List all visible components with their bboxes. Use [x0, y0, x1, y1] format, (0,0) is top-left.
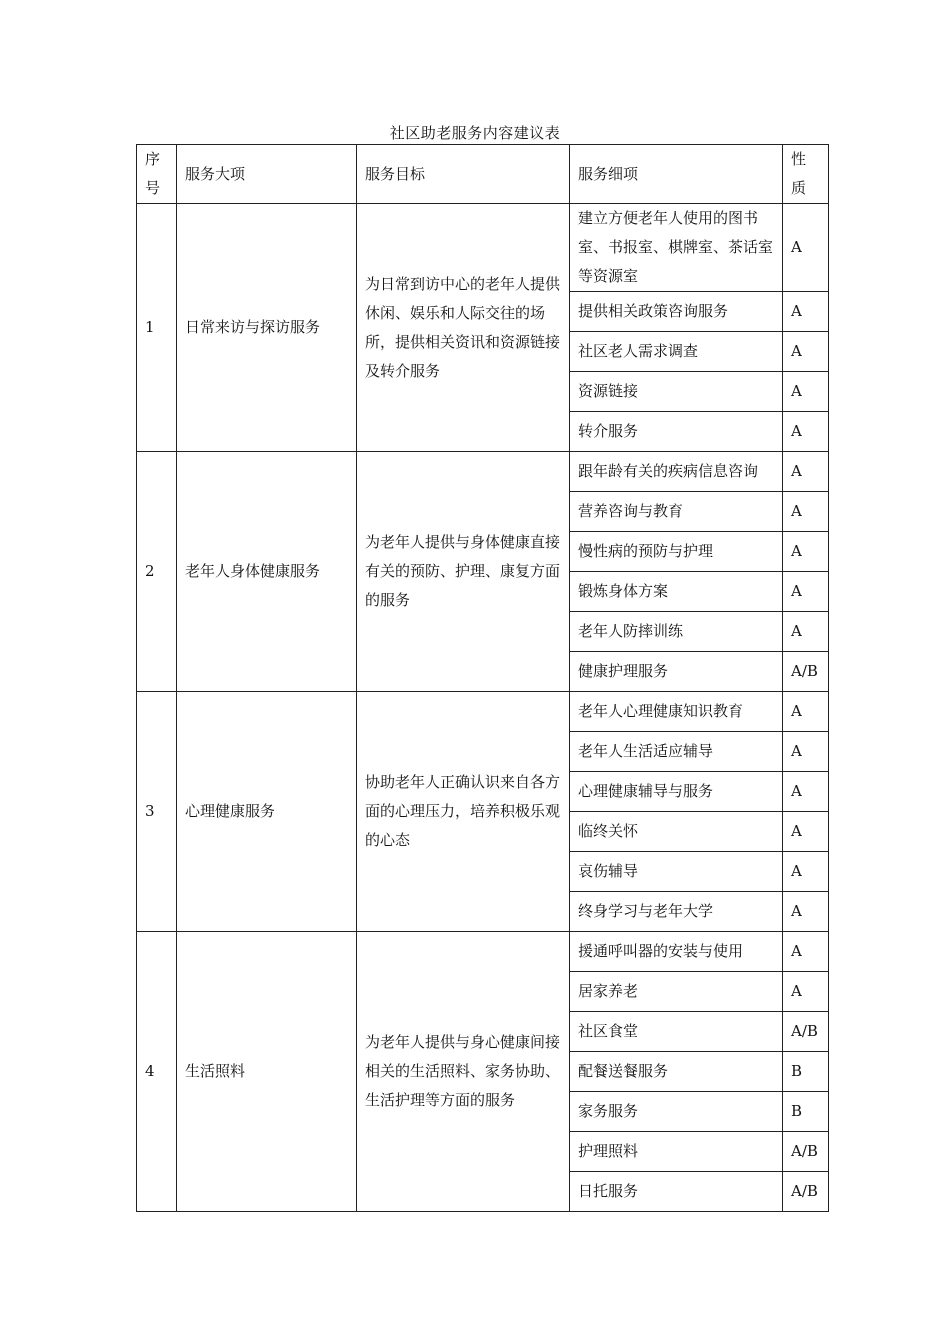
service-detail: 日托服务	[570, 1172, 783, 1212]
section-category: 老年人身体健康服务	[177, 452, 357, 692]
service-detail: 跟年龄有关的疾病信息咨询	[570, 452, 783, 492]
table-row	[137, 204, 829, 292]
service-nature: A	[783, 932, 829, 972]
service-nature: A	[783, 972, 829, 1012]
section-category: 心理健康服务	[177, 692, 357, 932]
service-detail: 提供相关政策咨询服务	[570, 292, 783, 332]
service-detail: 哀伤辅导	[570, 852, 783, 892]
service-nature: A	[783, 204, 829, 292]
table-row	[137, 452, 829, 492]
service-detail: 心理健康辅导与服务	[570, 772, 783, 812]
section-goal: 为老年人提供与身体健康直接有关的预防、护理、康复方面的服务	[357, 452, 570, 692]
service-nature: A	[783, 292, 829, 332]
service-detail: 老年人心理健康知识教育	[570, 692, 783, 732]
service-nature: A	[783, 372, 829, 412]
section-number: 2	[137, 452, 177, 692]
header-category: 服务大项	[177, 145, 357, 204]
section-category: 生活照料	[177, 932, 357, 1212]
header-row	[137, 145, 829, 204]
section-number: 1	[137, 204, 177, 452]
service-detail: 营养咨询与教育	[570, 492, 783, 532]
service-detail: 转介服务	[570, 412, 783, 452]
service-nature: A	[783, 572, 829, 612]
service-nature: A	[783, 612, 829, 652]
service-table	[136, 144, 829, 1212]
service-nature: A/B	[783, 1172, 829, 1212]
service-nature: A	[783, 852, 829, 892]
service-detail: 社区老人需求调查	[570, 332, 783, 372]
service-detail: 临终关怀	[570, 812, 783, 852]
service-detail: 居家养老	[570, 972, 783, 1012]
service-detail: 慢性病的预防与护理	[570, 532, 783, 572]
table-row	[137, 692, 829, 732]
header-goal: 服务目标	[357, 145, 570, 204]
service-nature: A	[783, 492, 829, 532]
service-detail: 老年人防摔训练	[570, 612, 783, 652]
service-detail: 健康护理服务	[570, 652, 783, 692]
service-nature: A	[783, 732, 829, 772]
service-detail: 终身学习与老年大学	[570, 892, 783, 932]
service-nature: A	[783, 412, 829, 452]
table-row	[137, 932, 829, 972]
section-category: 日常来访与探访服务	[177, 204, 357, 452]
section-goal: 为老年人提供与身心健康间接相关的生活照料、家务协助、生活护理等方面的服务	[357, 932, 570, 1212]
service-detail: 援通呼叫器的安装与使用	[570, 932, 783, 972]
service-nature: A/B	[783, 652, 829, 692]
service-nature: A	[783, 812, 829, 852]
section-goal: 为日常到访中心的老年人提供休闲、娱乐和人际交往的场所，提供相关资讯和资源链接及转介服务	[357, 204, 570, 452]
service-detail: 社区食堂	[570, 1012, 783, 1052]
service-detail: 护理照料	[570, 1132, 783, 1172]
page-title: 社区助老服务内容建议表	[389, 124, 561, 142]
service-detail: 资源链接	[570, 372, 783, 412]
service-nature: B	[783, 1052, 829, 1092]
service-nature: A	[783, 452, 829, 492]
service-nature: A	[783, 772, 829, 812]
service-nature: A	[783, 332, 829, 372]
section-number: 4	[137, 932, 177, 1212]
header-seq: 序 号	[137, 145, 177, 204]
service-nature: A	[783, 892, 829, 932]
section-number: 3	[137, 692, 177, 932]
section-goal: 协助老年人正确认识来自各方面的心理压力，培养积极乐观的心态	[357, 692, 570, 932]
service-nature: A	[783, 532, 829, 572]
service-nature: B	[783, 1092, 829, 1132]
service-detail: 锻炼身体方案	[570, 572, 783, 612]
header-detail: 服务细项	[570, 145, 783, 204]
service-detail: 家务服务	[570, 1092, 783, 1132]
service-nature: A/B	[783, 1132, 829, 1172]
service-detail: 配餐送餐服务	[570, 1052, 783, 1092]
service-nature: A	[783, 692, 829, 732]
header-nature: 性 质	[783, 145, 829, 204]
service-detail: 老年人生活适应辅导	[570, 732, 783, 772]
service-detail: 建立方便老年人使用的图书室、书报室、棋牌室、茶话室等资源室	[570, 204, 783, 292]
service-nature: A/B	[783, 1012, 829, 1052]
